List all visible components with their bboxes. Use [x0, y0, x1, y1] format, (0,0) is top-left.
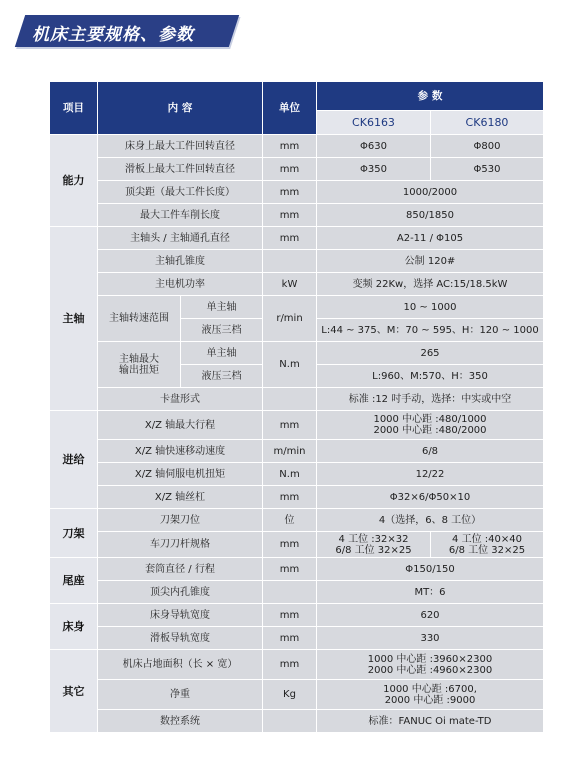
value-a [317, 532, 431, 558]
row-label: 刀架刀位 [98, 509, 263, 532]
value: 12/22 [317, 463, 544, 486]
row-unit: N.m [263, 342, 317, 388]
row-label: X/Z 轴最大行程 [98, 411, 263, 440]
spec-table [49, 81, 544, 733]
value: 330 [317, 627, 544, 650]
value-line2: 2000 中心距 :9000 [384, 694, 476, 706]
row-unit: mm [263, 532, 317, 558]
sub-label: 单主轴 [181, 342, 263, 365]
row-unit: m/min [263, 440, 317, 463]
row-label: 顶尖内孔锥度 [98, 581, 263, 604]
row-label: 机床占地面积（长 × 宽） [98, 650, 263, 680]
row-label: 主轴转速范围 [98, 296, 181, 342]
value-a: Φ630 [317, 135, 431, 158]
value: A2-11 / Φ105 [317, 227, 544, 250]
value: 4（选择，6、8 工位） [317, 509, 544, 532]
row-label-line2: 输出扭矩 [119, 364, 159, 376]
header-model-a: CK6163 [317, 111, 431, 135]
value: 1000/2000 [317, 181, 544, 204]
value: Φ32×6/Φ50×10 [317, 486, 544, 509]
row-unit: mm [263, 227, 317, 250]
header-item: 项目 [50, 82, 98, 135]
value-line2: 6/8 工位 32×25 [448, 544, 526, 556]
row-label: X/Z 轴伺服电机扭矩 [98, 463, 263, 486]
value: Φ150/150 [317, 558, 544, 581]
row-label: 顶尖距（最大工件长度） [98, 181, 263, 204]
row-label [98, 342, 181, 388]
value: 10 ~ 1000 [317, 296, 544, 319]
row-unit: 位 [263, 509, 317, 532]
row-unit: mm [263, 486, 317, 509]
row-unit [263, 710, 317, 733]
value-b: Φ530 [431, 158, 544, 181]
row-label: 最大工件车削长度 [98, 204, 263, 227]
value-line1: 1000 中心距 :6700, [383, 683, 477, 695]
value: 265 [317, 342, 544, 365]
row-unit: mm [263, 558, 317, 581]
row-unit: mm [263, 411, 317, 440]
row-label: 净重 [98, 680, 263, 710]
row-unit [263, 250, 317, 273]
value-line1: 4 工位 :32×32 [338, 533, 409, 545]
value-line1: 1000 中心距 :480/1000 [373, 414, 487, 425]
value: 公制 120# [317, 250, 544, 273]
row-unit: kW [263, 273, 317, 296]
category-spindle: 主轴 [50, 227, 98, 411]
row-unit: mm [263, 650, 317, 680]
page-title: 机床主要规格、参数 [32, 25, 194, 45]
row-unit: mm [263, 204, 317, 227]
row-label: 卡盘形式 [98, 388, 263, 411]
value [317, 650, 544, 680]
sub-label: 单主轴 [181, 296, 263, 319]
row-unit: N.m [263, 463, 317, 486]
row-unit [263, 581, 317, 604]
value-line2: 6/8 工位 32×25 [335, 544, 412, 556]
header-params: 参 数 [317, 82, 544, 111]
category-ability: 能力 [50, 135, 98, 227]
value-b [431, 532, 544, 558]
value-a: Φ350 [317, 158, 431, 181]
value: 变频 22Kw，选择 AC:15/18.5kW [317, 273, 544, 296]
header-unit: 单位 [263, 82, 317, 135]
row-unit: mm [263, 627, 317, 650]
row-label: 滑板导轨宽度 [98, 627, 263, 650]
row-unit: mm [263, 158, 317, 181]
value: 620 [317, 604, 544, 627]
sub-label: 液压三档 [181, 319, 263, 342]
row-label: 数控系统 [98, 710, 263, 733]
row-unit: mm [263, 181, 317, 204]
value: 标准 :12 吋手动，选择：中实或中空 [317, 388, 544, 411]
row-label: 主轴孔锥度 [98, 250, 263, 273]
value-line2: 2000 中心距 :4960×2300 [367, 664, 493, 676]
value: 6/8 [317, 440, 544, 463]
row-unit: Kg [263, 680, 317, 710]
row-unit: mm [263, 604, 317, 627]
row-unit [263, 388, 317, 411]
row-label: 车刀刀杆规格 [98, 532, 263, 558]
value-line1: 4 工位 :40×40 [452, 533, 522, 545]
row-label: X/Z 轴快速移动速度 [98, 440, 263, 463]
row-label: 床身上最大工件回转直径 [98, 135, 263, 158]
value [317, 411, 544, 440]
value: MT：6 [317, 581, 544, 604]
header-model-b: CK6180 [431, 111, 544, 135]
row-label: X/Z 轴丝杠 [98, 486, 263, 509]
category-other: 其它 [50, 650, 98, 733]
category-turret: 刀架 [50, 509, 98, 558]
category-feed: 进给 [50, 411, 98, 509]
value: 标准：FANUC Oi mate-TD [317, 710, 544, 733]
row-label: 套筒直径 / 行程 [98, 558, 263, 581]
row-label: 主电机功率 [98, 273, 263, 296]
row-label: 滑板上最大工件回转直径 [98, 158, 263, 181]
value-line2: 2000 中心距 :480/2000 [373, 425, 487, 436]
value-line1: 1000 中心距 :3960×2300 [367, 653, 493, 665]
value [317, 680, 544, 710]
row-unit: mm [263, 135, 317, 158]
category-bed: 床身 [50, 604, 98, 650]
row-unit: r/min [263, 296, 317, 342]
row-label: 床身导轨宽度 [98, 604, 263, 627]
value: 850/1850 [317, 204, 544, 227]
row-label-line1: 主轴最大 [119, 353, 159, 365]
category-tailstock: 尾座 [50, 558, 98, 604]
sub-label: 液压三档 [181, 365, 263, 388]
value-b: Φ800 [431, 135, 544, 158]
header-content: 内 容 [98, 82, 263, 135]
value: L:44 ~ 375、M：70 ~ 595、H：120 ~ 1000 [317, 319, 544, 342]
row-label: 主轴头 / 主轴通孔直径 [98, 227, 263, 250]
value: L:960、M:570、H：350 [317, 365, 544, 388]
